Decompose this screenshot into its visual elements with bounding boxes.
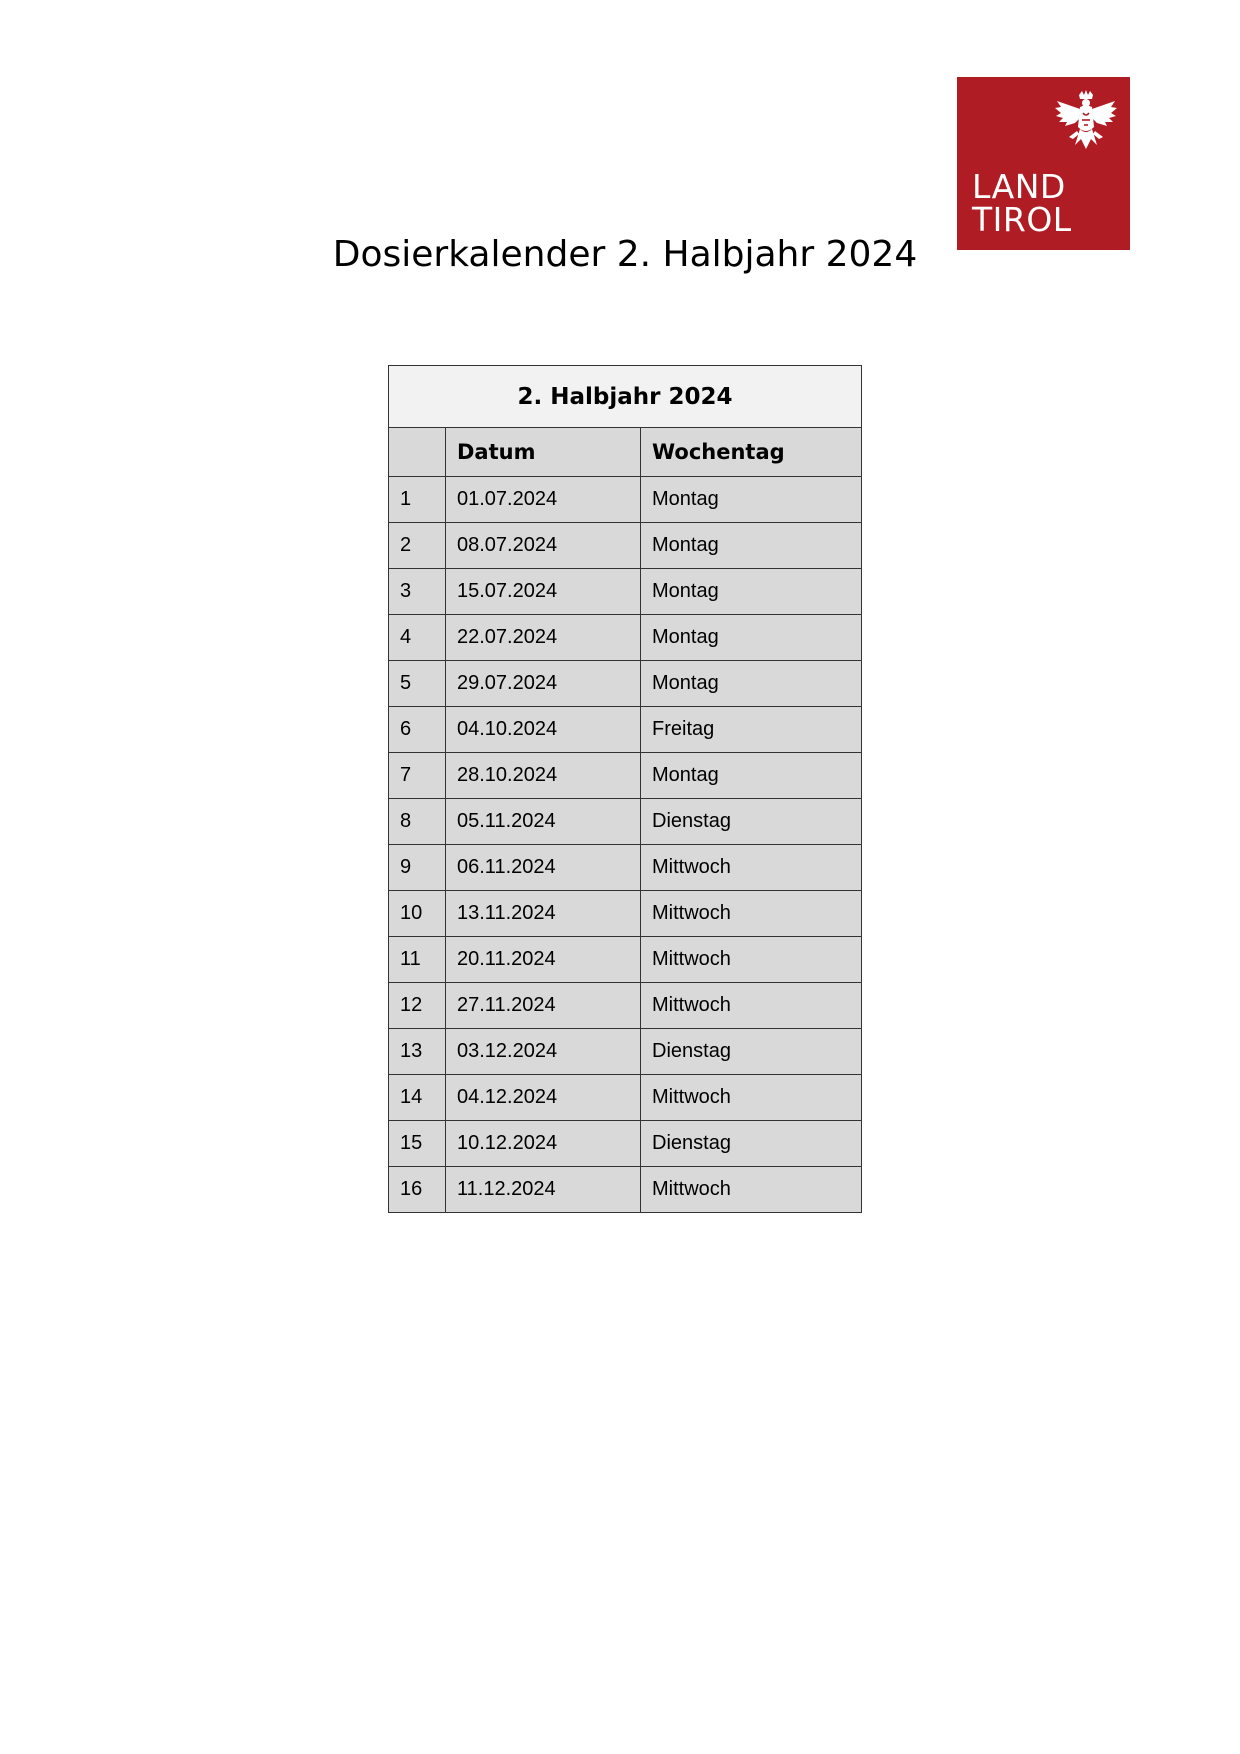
row-number: 6 <box>389 707 446 753</box>
row-number: 8 <box>389 799 446 845</box>
table-row <box>389 799 862 845</box>
row-wochentag: Dienstag <box>641 1029 862 1075</box>
table-row <box>389 661 862 707</box>
row-wochentag: Mittwoch <box>641 1075 862 1121</box>
table-row <box>389 1075 862 1121</box>
row-wochentag: Montag <box>641 477 862 523</box>
row-number: 10 <box>389 891 446 937</box>
row-number: 1 <box>389 477 446 523</box>
table-row <box>389 615 862 661</box>
row-wochentag: Montag <box>641 523 862 569</box>
table-row <box>389 1029 862 1075</box>
table-row <box>389 845 862 891</box>
row-number: 7 <box>389 753 446 799</box>
row-datum: 04.12.2024 <box>446 1075 641 1121</box>
row-datum: 13.11.2024 <box>446 891 641 937</box>
row-number: 15 <box>389 1121 446 1167</box>
table-row <box>389 983 862 1029</box>
row-datum: 01.07.2024 <box>446 477 641 523</box>
logo-line-tirol: TIROL <box>972 200 1072 239</box>
row-wochentag: Dienstag <box>641 799 862 845</box>
row-datum: 04.10.2024 <box>446 707 641 753</box>
row-wochentag: Montag <box>641 615 862 661</box>
row-wochentag: Dienstag <box>641 1121 862 1167</box>
row-number: 11 <box>389 937 446 983</box>
row-wochentag: Freitag <box>641 707 862 753</box>
row-number: 4 <box>389 615 446 661</box>
column-header-number <box>389 428 446 477</box>
column-header-wochentag: Wochentag <box>641 428 862 477</box>
row-number: 13 <box>389 1029 446 1075</box>
row-wochentag: Mittwoch <box>641 845 862 891</box>
logo-text <box>972 167 1072 239</box>
row-datum: 29.07.2024 <box>446 661 641 707</box>
row-datum: 20.11.2024 <box>446 937 641 983</box>
row-wochentag: Mittwoch <box>641 937 862 983</box>
row-number: 12 <box>389 983 446 1029</box>
table-row <box>389 1167 862 1213</box>
row-number: 9 <box>389 845 446 891</box>
table-row <box>389 753 862 799</box>
table-caption: 2. Halbjahr 2024 <box>389 366 862 428</box>
row-datum: 05.11.2024 <box>446 799 641 845</box>
logo-line-land: LAND <box>972 167 1066 206</box>
page-title: Dosierkalender 2. Halbjahr 2024 <box>332 234 918 275</box>
row-datum: 22.07.2024 <box>446 615 641 661</box>
table-row <box>389 523 862 569</box>
table-row <box>389 569 862 615</box>
column-header-datum: Datum <box>446 428 641 477</box>
table-row <box>389 477 862 523</box>
tyrolean-eagle-icon <box>1053 89 1119 157</box>
table-row <box>389 1121 862 1167</box>
row-datum: 27.11.2024 <box>446 983 641 1029</box>
row-number: 5 <box>389 661 446 707</box>
row-datum: 03.12.2024 <box>446 1029 641 1075</box>
row-datum: 10.12.2024 <box>446 1121 641 1167</box>
row-wochentag: Mittwoch <box>641 1167 862 1213</box>
table-row <box>389 937 862 983</box>
row-datum: 11.12.2024 <box>446 1167 641 1213</box>
row-datum: 15.07.2024 <box>446 569 641 615</box>
row-wochentag: Mittwoch <box>641 891 862 937</box>
row-datum: 28.10.2024 <box>446 753 641 799</box>
row-number: 2 <box>389 523 446 569</box>
row-number: 14 <box>389 1075 446 1121</box>
row-wochentag: Montag <box>641 661 862 707</box>
dosing-calendar-table <box>388 365 862 1213</box>
table-row <box>389 707 862 753</box>
row-wochentag: Montag <box>641 753 862 799</box>
row-datum: 06.11.2024 <box>446 845 641 891</box>
row-number: 16 <box>389 1167 446 1213</box>
row-wochentag: Montag <box>641 569 862 615</box>
land-tirol-logo <box>957 77 1130 250</box>
row-datum: 08.07.2024 <box>446 523 641 569</box>
row-wochentag: Mittwoch <box>641 983 862 1029</box>
row-number: 3 <box>389 569 446 615</box>
table-row <box>389 891 862 937</box>
